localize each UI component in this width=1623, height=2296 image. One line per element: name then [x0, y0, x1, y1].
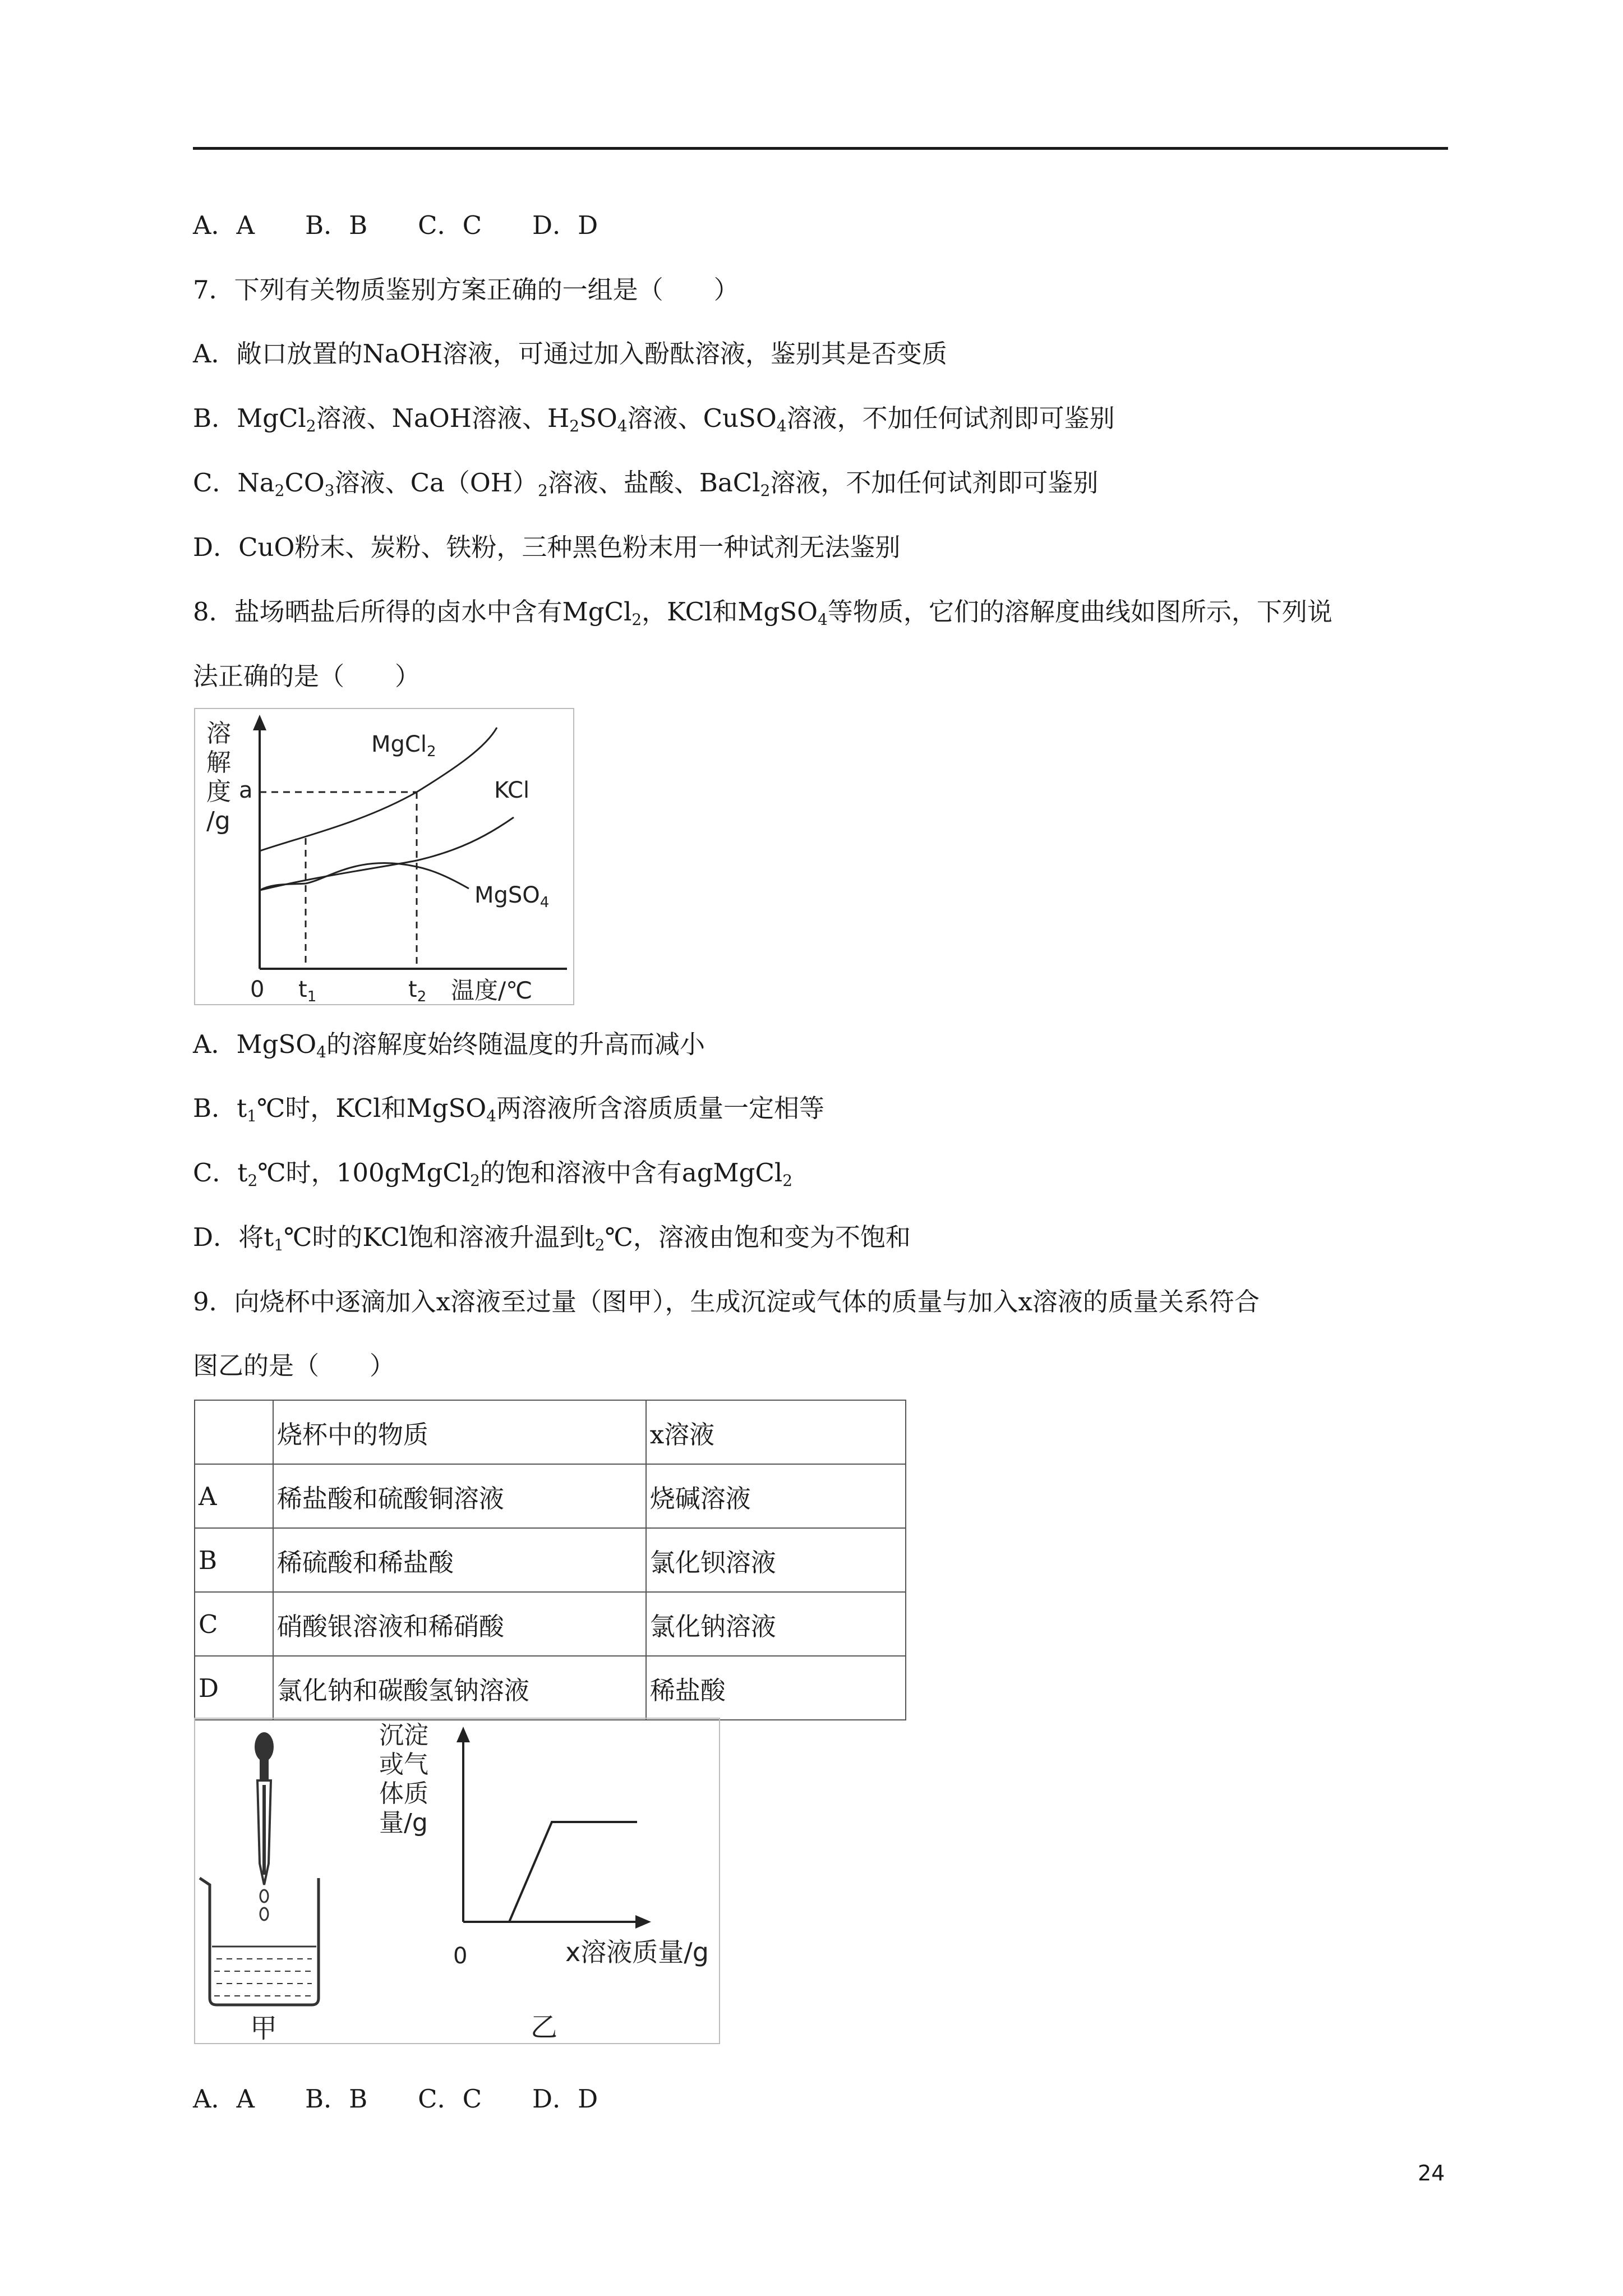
table-cell: 氯化钠和碳酸氢钠溶液 [273, 1656, 646, 1720]
t1-label: $t_1$ [298, 977, 317, 1005]
table-cell: C [195, 1592, 273, 1656]
table-cell: 硝酸银溶液和稀硝酸 [273, 1592, 646, 1656]
table-cell: D [195, 1656, 273, 1720]
precipitate-line [509, 1822, 637, 1922]
y-label-4: 量/g [379, 1809, 428, 1837]
y-label-1: 沉淀 [379, 1721, 428, 1750]
y-label-3: 度 [206, 777, 231, 806]
q7-option-b: B．MgCl$_2$溶液、NaOH溶液、$H_2SO_4$溶液、CuSO$_4$溶液，不加任何试剂即可鉴别 [193, 403, 1115, 435]
table-row [195, 1528, 906, 1592]
origin-label: 0 [453, 1943, 468, 1969]
table-cell: B [195, 1528, 273, 1592]
mgso4-curve [260, 863, 469, 890]
q8-option-b: B．$t_1℃$时，KCl和MgSO$_4$两溶液所含溶质质量一定相等 [193, 1093, 825, 1125]
q8-option-c: C．$t_2℃$时，100gMgCl$_2$的饱和溶液中含有agMgCl$_2$ [193, 1158, 793, 1190]
solubility-curve-figure [194, 708, 574, 1005]
dropper-icon [255, 1732, 274, 1885]
kcl-curve [260, 817, 514, 890]
table-cell: 烧碱溶液 [646, 1464, 906, 1528]
q6-options: A．A B．B C．C D．D [193, 210, 598, 240]
x-axis-label: x溶液质量/g [565, 1937, 709, 1967]
jia-label: 甲 [250, 2013, 278, 2044]
y-label-3: 体质 [379, 1779, 428, 1808]
q7-option-d: D．CuO粉末、炭粉、铁粉，三种黑色粉末用一种试剂无法鉴别 [193, 532, 901, 562]
table-row [195, 1592, 906, 1656]
y-label-2: 解 [206, 748, 231, 777]
table-header-row [195, 1400, 906, 1464]
table-row [195, 1656, 906, 1720]
q7-option-c: C．$Na_2CO_3$溶液、$Ca(OH)_2$溶液、盐酸、BaCl$_2$溶液，不加任何试剂即可鉴别 [193, 468, 1099, 500]
mgso4-label: MgSO$_4$ [474, 882, 550, 911]
q8-option-d: D．将$t_1℃$时的KCl饱和溶液升温到$t_2℃$，溶液由饱和变为不饱和 [193, 1222, 911, 1254]
table-cell: 稀硫酸和稀盐酸 [273, 1528, 646, 1592]
drop-icon [260, 1908, 268, 1920]
drop-icon [260, 1890, 268, 1902]
table-cell: 氯化钡溶液 [646, 1528, 906, 1592]
q8-stem: 8．盐场晒盐后所得的卤水中含有MgCl$_2$，KCl和MgSO$_4$等物质，它们的溶解度曲线如图所示，下列说 [193, 597, 1332, 629]
x-axis-label: 温度/℃ [451, 977, 533, 1004]
q8-option-a: A．MgSO$_4$的溶解度始终随温度的升高而减小 [193, 1029, 705, 1061]
origin-label: 0 [250, 977, 265, 1002]
q9-stem: 9．向烧杯中逐滴加入x溶液至过量（图甲），生成沉淀或气体的质量与加入x溶液的质量关系符合 [193, 1287, 1260, 1317]
table-row [195, 1464, 906, 1528]
q9-table [194, 1400, 906, 1720]
q7-stem: 7．下列有关物质鉴别方案正确的一组是（ ） [193, 275, 739, 305]
q9-options: A．A B．B C．C D．D [193, 2084, 598, 2114]
beaker-icon [200, 1878, 319, 2005]
a-label: a [239, 777, 253, 803]
header-rule [193, 147, 1448, 150]
q7-option-a: A．敞口放置的NaOH溶液，可通过加入酚酞溶液，鉴别其是否变质 [193, 339, 947, 369]
table-cell: x溶液 [646, 1400, 906, 1464]
y-label-2: 或气 [379, 1750, 428, 1779]
t2-label: $t_2$ [408, 977, 427, 1005]
table-cell: A [195, 1464, 273, 1528]
beaker-and-graph-figure [194, 1718, 720, 2044]
page-number: 24 [1418, 2161, 1445, 2185]
table-cell: 稀盐酸和硫酸铜溶液 [273, 1464, 646, 1528]
table-cell: 氯化钠溶液 [646, 1592, 906, 1656]
q8-stem-line2: 法正确的是（ ） [193, 661, 421, 691]
kcl-label: KCl [494, 777, 530, 803]
yi-label: 乙 [531, 2012, 558, 2043]
y-label-1: 溶 [206, 719, 231, 748]
table-cell: 烧杯中的物质 [273, 1400, 646, 1464]
q9-stem-line2: 图乙的是（ ） [193, 1351, 395, 1381]
table-cell [195, 1400, 273, 1464]
y-label-4: /g [206, 807, 230, 835]
mgcl2-label: MgCl$_2$ [371, 731, 436, 760]
table-cell: 稀盐酸 [646, 1656, 906, 1720]
